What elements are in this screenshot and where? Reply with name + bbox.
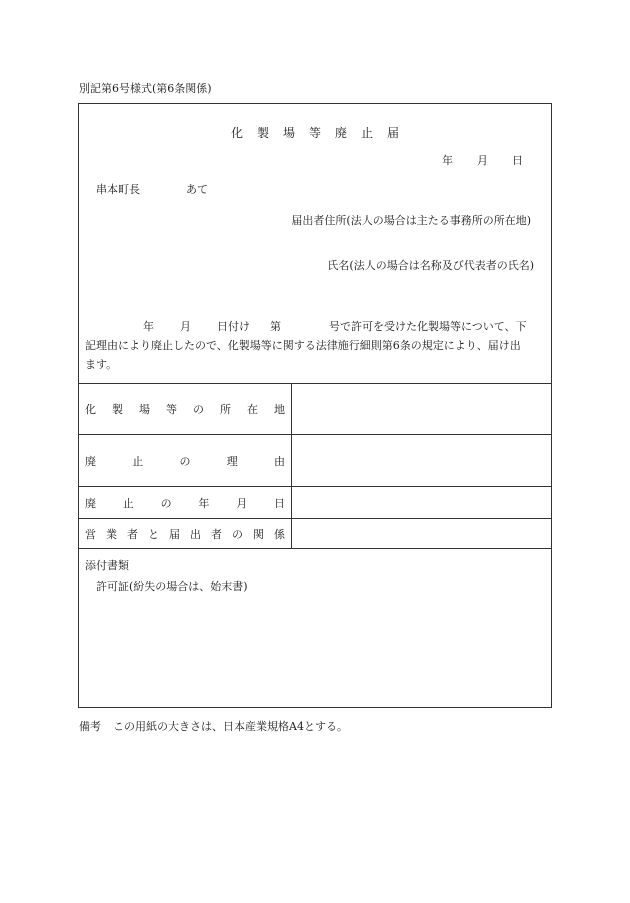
row-label-text: 化製場等の所在地 (85, 402, 285, 416)
date-line (442, 152, 523, 168)
form-box (78, 103, 552, 708)
addressee (96, 181, 208, 197)
attachments-item: 許可証(紛失の場合は、始末書) (96, 580, 248, 593)
attachments-section (79, 549, 551, 707)
body-line-2: 記理由により廃止したので、化製場等に関する法律施行細則第6条の規定により、届け出 (85, 339, 521, 352)
row-label-text: 営業者と届出者の関係 (85, 527, 285, 541)
applicant-name-label: 氏名(法人の場合は名称及び代表者の氏名) (327, 259, 534, 272)
body-year: 年 (143, 320, 154, 333)
row-label (79, 519, 292, 548)
attachments-title: 添付書類 (85, 559, 129, 572)
relationship-field[interactable] (292, 519, 551, 548)
body-text (85, 317, 545, 374)
row-label (79, 487, 292, 518)
body-month: 月 (180, 320, 191, 333)
applicant-address-label: 届出者住所(法人の場合は主たる事務所の所在地) (291, 214, 531, 227)
body-number-prefix: 第 (270, 320, 281, 333)
body-line-1-rest: 号で許可を受けた化製場等について、下 (329, 320, 527, 333)
date-field[interactable] (292, 487, 551, 518)
form-upper-section (79, 104, 551, 384)
form-title: 化製場等廃止届 (230, 126, 413, 140)
body-dated: 日付け (217, 320, 250, 333)
date-day: 日 (512, 154, 523, 167)
footnote (79, 718, 348, 734)
reason-field[interactable] (292, 435, 551, 486)
row-label-text: 廃止の理由 (85, 454, 285, 468)
body-line-1 (85, 317, 545, 336)
location-field[interactable] (292, 383, 551, 434)
table-row (79, 383, 551, 435)
date-month: 月 (477, 154, 488, 167)
footnote-text: この用紙の大きさは、日本産業規格A4とする。 (113, 720, 348, 733)
row-label (79, 435, 292, 486)
addressee-recipient: 串本町長 (96, 183, 140, 196)
table-row (79, 435, 551, 487)
date-year: 年 (442, 154, 453, 167)
form-header: 別記第6号様式(第6条関係) (79, 82, 212, 95)
form-rows (79, 383, 551, 549)
table-row (79, 519, 551, 549)
body-line-3: ます。 (85, 358, 118, 371)
row-label (79, 383, 292, 434)
addressee-suffix: あて (186, 183, 208, 196)
row-label-text: 廃止の年月日 (85, 496, 285, 510)
footnote-label: 備考 (79, 720, 101, 733)
table-row (79, 487, 551, 519)
